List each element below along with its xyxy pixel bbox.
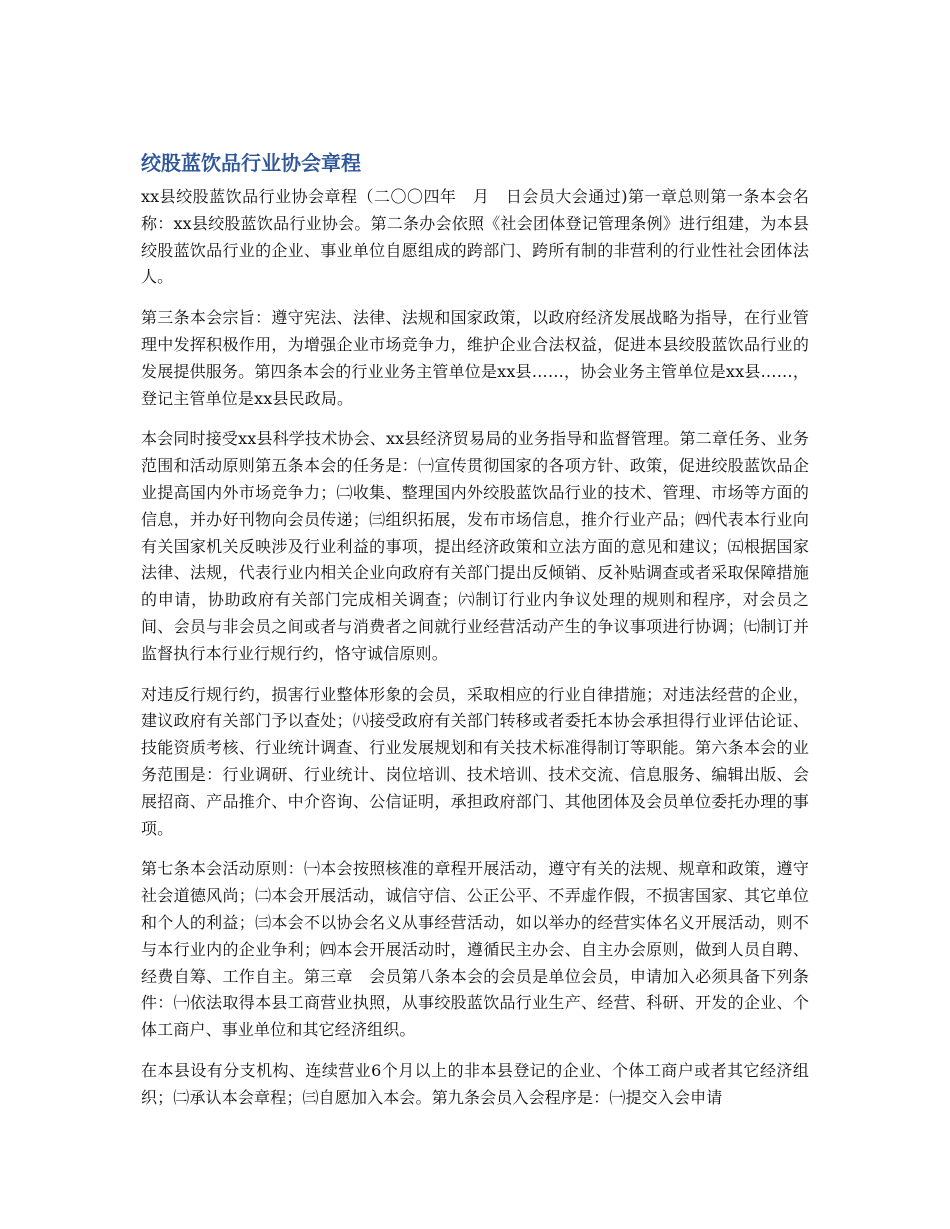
paragraph: 本会同时接受xx县科学技术协会、xx县经济贸易局的业务指导和监督管理。第二章任务、业务范围和活动原则第五条本会的任务是：㈠宣传贯彻国家的各项方针、政策，促进绞股蓝饮品企业提高国内外市场竞争力；㈡收集、整理国内外绞股蓝饮品行业的技术、管理、市场等方面的信息，并办好刊物向会员传递；㈢组织拓展，发布市场信息，推介行业产品；㈣代表本行业向有关国家机关反映涉及行业利益的事项，提出经济政策和立法方面的意见和建议；㈤根据国家法律、法规，代表行业内相关企业向政府有关部门提出反倾销、反补贴调查或者采取保障措施的申请，协助政府有关部门完成相关调查；㈥制订行业内争议处理的规则和程序，对会员之间、会员与非会员之间或者与消费者之间就行业经营活动产生的争议事项进行协调；㈦制订并监督执行本行业行规行约，恪守诚信原则。 bbox=[141, 429, 809, 663]
paragraph: 第七条本会活动原则：㈠本会按照核准的章程开展活动，遵守有关的法规、规章和政策，遵守社会道德风尚；㈡本会开展活动，诚信守信、公正公平、不弄虚作假，不损害国家、其它单位和个人的利益；㈢本会不以协会名义从事经营活动，如以举办的经营实体名义开展活动，则不与本行业内的企业争利；㈣本会开展活动时，遵循民主办会、自主办会原则，做到人员自聘、经费自筹、工作自主。第三章 会员第八条本会的会员是单位会员，申请加入必须具备下列条件：㈠依法取得本县工商营业执照，从事绞股蓝饮品行业生产、经营、科研、开发的企业、个体工商户、事业单位和其它经济组织。 bbox=[141, 859, 809, 1040]
document-page bbox=[141, 148, 809, 1126]
paragraph: xx县绞股蓝饮品行业协会章程（二〇〇四年 月 日会员大会通过)第一章总则第一条本会名称：xx县绞股蓝饮品行业协会。第二条办会依照《社会团体登记管理条例》进行组建，为本县绞股蓝饮品行业的企业、事业单位自愿组成的跨部门、跨所有制的非营利的行业性社会团体法人。 bbox=[141, 187, 809, 287]
document-title: 绞股蓝饮品行业协会章程 bbox=[141, 151, 361, 175]
paragraph: 在本县设有分支机构、连续营业6个月以上的非本县登记的企业、个体工商户或者其它经济组织；㈡承认本会章程；㈢自愿加入本会。第九条会员入会程序是：㈠提交入会申请 bbox=[141, 1060, 809, 1107]
paragraph: 对违反行规行约，损害行业整体形象的会员，采取相应的行业自律措施；对违法经营的企业，建议政府有关部门予以查处；㈧接受政府有关部门转移或者委托本协会承担得行业评估论证、技能资质考核、行业统计调查、行业发展规划和有关技术标准得制订等职能。第六条本会的业务范围是：行业调研、行业统计、岗位培训、技术培训、技术交流、信息服务、编辑出版、会展招商、产品推介、中介咨询、公信证明，承担政府部门、其他团体及会员单位委托办理的事项。 bbox=[141, 684, 809, 838]
paragraph: 第三条本会宗旨：遵守宪法、法律、法规和国家政策，以政府经济发展战略为指导，在行业管理中发挥积极作用，为增强企业市场竞争力，维护企业合法权益，促进本县绞股蓝饮品行业的发展提供服务。第四条本会的行业业务主管单位是xx县……，协会业务主管单位是xx县……，登记主管单位是xx县民政局。 bbox=[141, 308, 809, 408]
